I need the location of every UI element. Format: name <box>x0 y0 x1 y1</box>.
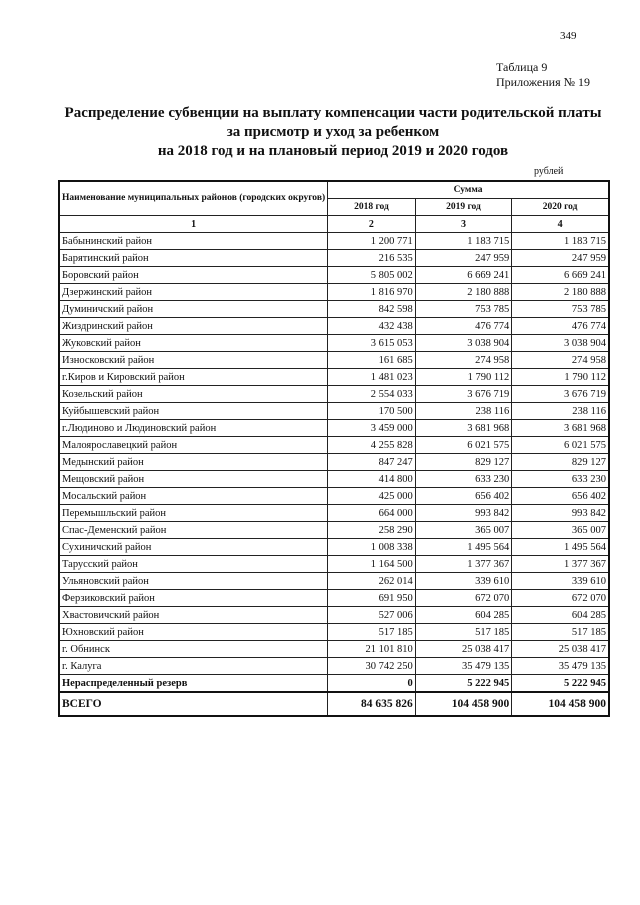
page-number: 349 <box>560 30 577 42</box>
row-value-2020: 753 785 <box>512 301 609 318</box>
row-value-2020: 6 021 575 <box>512 437 609 454</box>
row-value-2018: 3 615 053 <box>328 335 416 352</box>
title-line: на 2018 год и на плановый период 2019 и 2020 годов <box>157 143 509 159</box>
row-name: Юхновский район <box>59 624 328 641</box>
row-value-2018: 170 500 <box>328 403 416 420</box>
row-value-2020: 1 183 715 <box>512 233 609 250</box>
row-value-2018: 414 800 <box>328 471 416 488</box>
table-row <box>59 641 609 658</box>
row-value-2020: 993 842 <box>512 505 609 522</box>
table-row <box>59 233 609 250</box>
title-line: Распределение субвенции на выплату компенсации части родительской платы <box>64 105 602 121</box>
column-number: 3 <box>415 216 511 233</box>
header-name: Наименование муниципальных районов (городских округов) <box>59 181 328 216</box>
row-value-2019: 3 038 904 <box>415 335 511 352</box>
row-value-2020: 2 180 888 <box>512 284 609 301</box>
row-value-2020: 829 127 <box>512 454 609 471</box>
row-name: Ферзиковский район <box>59 590 328 607</box>
row-value-2018: 664 000 <box>328 505 416 522</box>
row-value-2019: 25 038 417 <box>415 641 511 658</box>
table-row <box>59 488 609 505</box>
row-value-2019: 247 959 <box>415 250 511 267</box>
row-value-2019: 753 785 <box>415 301 511 318</box>
row-value-2020: 1 377 367 <box>512 556 609 573</box>
row-value-2020: 3 676 719 <box>512 386 609 403</box>
row-name: Малоярославецкий район <box>59 437 328 454</box>
row-name: Перемышльский район <box>59 505 328 522</box>
row-name: Мещовский район <box>59 471 328 488</box>
row-name: Козельский район <box>59 386 328 403</box>
row-name: Мосальский район <box>59 488 328 505</box>
row-value-2018: 2 554 033 <box>328 386 416 403</box>
column-number-row <box>59 216 609 233</box>
row-name: Бабынинский район <box>59 233 328 250</box>
column-number: 1 <box>59 216 328 233</box>
row-value-2019: 1 377 367 <box>415 556 511 573</box>
row-value-2018: 216 535 <box>328 250 416 267</box>
total-2018: 84 635 826 <box>328 692 416 716</box>
table-row <box>59 267 609 284</box>
row-value-2019: 6 021 575 <box>415 437 511 454</box>
row-value-2020: 656 402 <box>512 488 609 505</box>
table-row <box>59 471 609 488</box>
row-value-2020: 517 185 <box>512 624 609 641</box>
table-row <box>59 658 609 675</box>
row-name: г.Людиново и Людиновский район <box>59 420 328 437</box>
reserve-name: Нераспределенный резерв <box>59 675 328 693</box>
row-value-2018: 262 014 <box>328 573 416 590</box>
row-value-2019: 829 127 <box>415 454 511 471</box>
header-2020: 2020 год <box>512 199 609 216</box>
table-label: Таблица 9 <box>496 60 548 74</box>
row-value-2018: 527 006 <box>328 607 416 624</box>
row-value-2019: 633 230 <box>415 471 511 488</box>
row-name: г.Киров и Кировский район <box>59 369 328 386</box>
table-row <box>59 607 609 624</box>
row-value-2020: 274 958 <box>512 352 609 369</box>
row-value-2020: 365 007 <box>512 522 609 539</box>
table-row <box>59 352 609 369</box>
row-value-2018: 1 816 970 <box>328 284 416 301</box>
row-value-2018: 3 459 000 <box>328 420 416 437</box>
row-value-2018: 258 290 <box>328 522 416 539</box>
header-2019: 2019 год <box>415 199 511 216</box>
row-value-2018: 847 247 <box>328 454 416 471</box>
table-row <box>59 505 609 522</box>
row-value-2019: 2 180 888 <box>415 284 511 301</box>
reserve-2020: 5 222 945 <box>512 675 609 693</box>
row-value-2018: 1 008 338 <box>328 539 416 556</box>
row-name: Дзержинский район <box>59 284 328 301</box>
row-value-2019: 3 676 719 <box>415 386 511 403</box>
table-row <box>59 369 609 386</box>
table-row <box>59 539 609 556</box>
document-title <box>40 104 626 161</box>
table-row <box>59 284 609 301</box>
row-value-2019: 1 495 564 <box>415 539 511 556</box>
row-name: Барятинский район <box>59 250 328 267</box>
table-row <box>59 335 609 352</box>
row-name: Износковский район <box>59 352 328 369</box>
row-value-2018: 4 255 828 <box>328 437 416 454</box>
row-name: г. Калуга <box>59 658 328 675</box>
table-row <box>59 386 609 403</box>
row-name: Хвастовичский район <box>59 607 328 624</box>
row-value-2019: 656 402 <box>415 488 511 505</box>
row-value-2020: 3 681 968 <box>512 420 609 437</box>
row-value-2019: 993 842 <box>415 505 511 522</box>
row-value-2019: 339 610 <box>415 573 511 590</box>
row-value-2018: 1 481 023 <box>328 369 416 386</box>
total-name: ВСЕГО <box>59 692 328 716</box>
total-2019: 104 458 900 <box>415 692 511 716</box>
row-value-2020: 633 230 <box>512 471 609 488</box>
column-number: 2 <box>328 216 416 233</box>
table-row <box>59 454 609 471</box>
row-name: Тарусский район <box>59 556 328 573</box>
row-value-2020: 604 285 <box>512 607 609 624</box>
row-value-2020: 35 479 135 <box>512 658 609 675</box>
row-value-2019: 6 669 241 <box>415 267 511 284</box>
row-value-2019: 238 116 <box>415 403 511 420</box>
table-row <box>59 573 609 590</box>
row-value-2020: 3 038 904 <box>512 335 609 352</box>
row-name: г. Обнинск <box>59 641 328 658</box>
header-sum: Сумма <box>328 181 609 199</box>
row-value-2018: 5 805 002 <box>328 267 416 284</box>
row-value-2018: 432 438 <box>328 318 416 335</box>
table-row <box>59 590 609 607</box>
unit-label: рублей <box>534 166 564 177</box>
row-name: Куйбышевский район <box>59 403 328 420</box>
reserve-2018: 0 <box>328 675 416 693</box>
reserve-2019: 5 222 945 <box>415 675 511 693</box>
row-name: Думиничский район <box>59 301 328 318</box>
row-name: Спас-Деменский район <box>59 522 328 539</box>
total-row <box>59 692 609 716</box>
row-name: Боровский район <box>59 267 328 284</box>
row-name: Ульяновский район <box>59 573 328 590</box>
row-value-2018: 691 950 <box>328 590 416 607</box>
header-2018: 2018 год <box>328 199 416 216</box>
row-value-2020: 6 669 241 <box>512 267 609 284</box>
table-row <box>59 624 609 641</box>
row-value-2020: 1 495 564 <box>512 539 609 556</box>
row-value-2020: 672 070 <box>512 590 609 607</box>
row-value-2020: 25 038 417 <box>512 641 609 658</box>
row-value-2020: 476 774 <box>512 318 609 335</box>
table-row <box>59 420 609 437</box>
table-row <box>59 318 609 335</box>
table-reference <box>496 60 590 90</box>
table-row <box>59 437 609 454</box>
row-value-2020: 247 959 <box>512 250 609 267</box>
total-2020: 104 458 900 <box>512 692 609 716</box>
row-value-2018: 161 685 <box>328 352 416 369</box>
row-value-2018: 21 101 810 <box>328 641 416 658</box>
row-value-2018: 842 598 <box>328 301 416 318</box>
appendix-label: Приложения № 19 <box>496 75 591 89</box>
row-value-2019: 35 479 135 <box>415 658 511 675</box>
row-value-2020: 238 116 <box>512 403 609 420</box>
reserve-row <box>59 675 609 693</box>
row-value-2018: 1 164 500 <box>328 556 416 573</box>
title-line: за присмотр и уход за ребенком <box>226 124 440 140</box>
table-row <box>59 301 609 318</box>
row-value-2019: 476 774 <box>415 318 511 335</box>
row-value-2019: 517 185 <box>415 624 511 641</box>
row-value-2020: 339 610 <box>512 573 609 590</box>
row-value-2018: 1 200 771 <box>328 233 416 250</box>
row-name: Сухиничский район <box>59 539 328 556</box>
row-value-2020: 1 790 112 <box>512 369 609 386</box>
row-name: Медынский район <box>59 454 328 471</box>
row-value-2019: 672 070 <box>415 590 511 607</box>
row-value-2019: 365 007 <box>415 522 511 539</box>
table-row <box>59 522 609 539</box>
subsidy-table <box>58 180 610 717</box>
row-value-2019: 3 681 968 <box>415 420 511 437</box>
row-name: Жуковский район <box>59 335 328 352</box>
table-row <box>59 556 609 573</box>
table-body <box>59 233 609 675</box>
row-value-2019: 274 958 <box>415 352 511 369</box>
table-row <box>59 250 609 267</box>
row-name: Жиздринский район <box>59 318 328 335</box>
table-row <box>59 403 609 420</box>
row-value-2019: 604 285 <box>415 607 511 624</box>
row-value-2018: 425 000 <box>328 488 416 505</box>
row-value-2018: 30 742 250 <box>328 658 416 675</box>
row-value-2019: 1 790 112 <box>415 369 511 386</box>
column-number: 4 <box>512 216 609 233</box>
row-value-2018: 517 185 <box>328 624 416 641</box>
row-value-2019: 1 183 715 <box>415 233 511 250</box>
